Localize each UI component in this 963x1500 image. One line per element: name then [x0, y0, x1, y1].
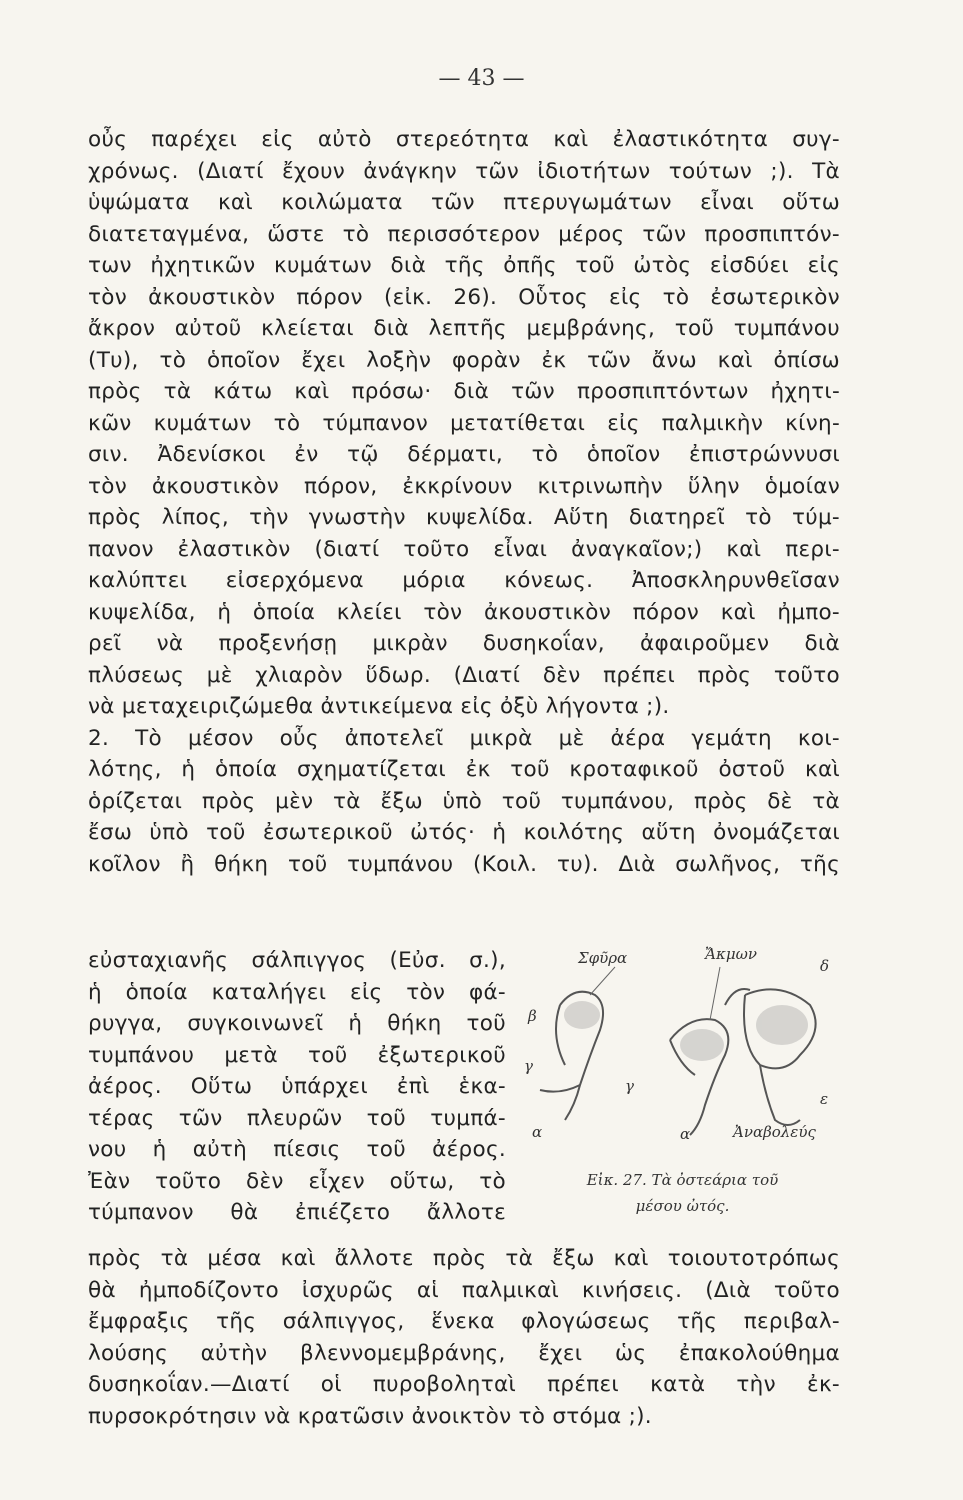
label-gamma-mid: γ — [625, 1077, 634, 1095]
text-line: των ἠχητικῶν κυμάτων διὰ τῆς ὀπῆς τοῦ ὠτὸς εἰσδύει εἰς — [88, 253, 840, 278]
text-line: εὐσταχιανῆς σάλπιγγος (Εὐσ. σ.), — [88, 948, 506, 973]
text-line: οὖς παρέχει εἰς αὐτὸ στερεότητα καὶ ἐλαστικότητα συγ- — [88, 127, 840, 152]
text-line: διατεταγμένα, ὥστε τὸ περισσότερον μέρος τῶν προσπιπτόν- — [88, 221, 840, 247]
figure-caption — [520, 1167, 845, 1219]
text-line: νου ἡ αὐτὴ πίεσις τοῦ ἀέρος. — [88, 1137, 506, 1162]
text-line: ἄκρον αὐτοῦ κλείεται διὰ λεπτῆς μεμβράνης, τοῦ τυμπάνου — [88, 316, 840, 341]
text-line: κῶν κυμάτων τὸ τύμπανον μετατίθεται εἰς παλμικὴν κίνη- — [88, 410, 840, 436]
text-line: τὸν ἀκουστικὸν πόρον, ἐκκρίνουν κιτρινωπὴν ὕλην ὁμοίαν — [88, 473, 840, 499]
text-line: νὰ μεταχειριζώμεθα ἀντικείμενα εἰς ὀξὺ λήγοντα ;). — [88, 694, 670, 719]
text-line: πρὸς τὰ μέσα καὶ ἄλλοτε πρὸς τὰ ἔξω καὶ τοιουτοτρόπως — [88, 1246, 840, 1271]
label-anavoleus: Ἀναβολεύς — [733, 1123, 816, 1141]
text-line: τυμπάνου μετὰ τοῦ ἐξωτερικοῦ — [88, 1042, 506, 1068]
text-line: λότης, ἡ ὁποία σχηματίζεται ἐκ τοῦ κροταφικοῦ ὀστοῦ καὶ — [88, 757, 840, 782]
text-line: ἀέρος. Οὕτω ὑπάρχει ἐπὶ ἑκα- — [88, 1074, 506, 1099]
text-line: θὰ ἠμποδίζοντο ἰσχυρῶς αἱ παλμικαὶ κινήσεις. (Διὰ τοῦτο — [88, 1277, 840, 1303]
text-line: κυψελίδα, ἡ ὁποία κλείει τὸν ἀκουστικὸν πόρον καὶ ἠμπο- — [88, 599, 840, 625]
text-line: τὸν ἀκουστικὸν πόρον (εἰκ. 26). Οὗτος εἰς τὸ ἐσωτερικὸν — [88, 284, 840, 310]
text-line: πυρσοκρότησιν νὰ κρατῶσιν ἀνοικτὸν τὸ στόμα ;). — [88, 1403, 652, 1429]
text-line: ὑψώματα καὶ κοιλώματα τῶν πτερυγωμάτων εἶναι οὕτω — [88, 190, 840, 215]
text-line: τέρας τῶν πλευρῶν τοῦ τυμπά- — [88, 1105, 506, 1131]
text-line: τύμπανον θὰ ἐπιέζετο ἄλλοτε — [88, 1200, 506, 1225]
text-line: σιν. Ἀδενίσκοι ἐν τῷ δέρματι, τὸ ὁποῖον ἐπιστρώννυσι — [88, 442, 840, 467]
label-alpha-left: α — [532, 1123, 543, 1141]
top-paragraphs — [88, 124, 840, 880]
text-line: λούσης αὐτὴν βλεννομεμβράνης, ἔχει ὡς ἐπακολούθημα — [88, 1340, 840, 1366]
text-line: Ἐὰν τοῦτο δὲν εἶχεν οὕτω, τὸ — [88, 1168, 506, 1194]
text-line: ρεῖ νὰ προξενήσῃ μικρὰν δυσηκοΐαν, ἀφαιροῦμεν διὰ — [88, 631, 840, 656]
label-akmon: Ἄκμων — [705, 945, 757, 963]
label-beta: β — [528, 1007, 537, 1025]
label-alpha-mid: α — [680, 1125, 691, 1143]
caption-line-1: Εἰκ. 27. Τὰ ὀστεάρια τοῦ — [586, 1171, 779, 1189]
bottom-paragraph — [88, 1243, 840, 1432]
text-line: χρόνως. (Διατί ἔχουν ἀνάγκην τῶν ἰδιοτήτων τούτων ;). Τὰ — [88, 158, 840, 184]
text-line: (Τυ), τὸ ὁποῖον ἔχει λοξὴν φορὰν ἐκ τῶν ἄνω καὶ ὀπίσω — [88, 347, 840, 373]
caption-line-2: μέσου ὠτός. — [635, 1197, 730, 1215]
text-line: καλύπτει εἰσερχόμενα μόρια κόνεως. Ἀποσκληρυνθεῖσαν — [88, 568, 840, 593]
text-line: πλύσεως μὲ χλιαρὸν ὕδωρ. (Διατί δὲν πρέπει πρὸς τοῦτο — [88, 662, 840, 688]
text-line: ἔμφραξις τῆς σάλπιγγος, ἕνεκα φλογώσεως τῆς περιβαλ- — [88, 1309, 840, 1334]
page-number: — 43 — — [438, 66, 525, 91]
wrapped-paragraph — [88, 945, 506, 1229]
text-line: ρυγγα, συγκοινωνεῖ ἡ θήκη τοῦ — [88, 1011, 506, 1036]
label-gamma-left: γ — [524, 1057, 533, 1075]
label-delta: δ — [820, 957, 830, 975]
text-line: πανον ἐλαστικὸν (διατί τοῦτο εἶναι ἀναγκαῖον;) καὶ περι- — [88, 536, 840, 562]
text-line: ὁρίζεται πρὸς μὲν τὰ ἔξω ὑπὸ τοῦ τυμπάνου, πρὸς δὲ τὰ — [88, 788, 840, 814]
ear-ossicles-figure — [520, 945, 845, 1220]
label-epsilon: ε — [820, 1090, 829, 1108]
label-sfyra: Σφῦρα — [578, 949, 628, 967]
text-line: 2. Τὸ μέσον οὖς ἀποτελεῖ μικρὰ μὲ ἀέρα γεμάτη κοι- — [88, 725, 840, 751]
text-line: κοῖλον ἢ θήκη τοῦ τυμπάνου (Κοιλ. τυ). Διὰ σωλῆνος, τῆς — [88, 851, 840, 877]
text-line: πρὸς λίπος, τὴν γνωστὴν κυψελίδα. Αὕτη διατηρεῖ τὸ τύμ- — [88, 505, 840, 530]
text-line: δυσηκοΐαν.—Διατί οἱ πυροβοληταὶ πρέπει κατὰ τὴν ἐκ- — [88, 1372, 840, 1397]
text-line: ἔσω ὑπὸ τοῦ ἐσωτερικοῦ ὠτός· ἡ κοιλότης αὕτη ὀνομάζεται — [88, 820, 840, 845]
text-line: πρὸς τὰ κάτω καὶ πρόσω· διὰ τῶν προσπιπτόντων ἠχητι- — [88, 379, 840, 404]
text-line: ἡ ὁποία καταλήγει εἰς τὸν φά- — [88, 979, 506, 1005]
